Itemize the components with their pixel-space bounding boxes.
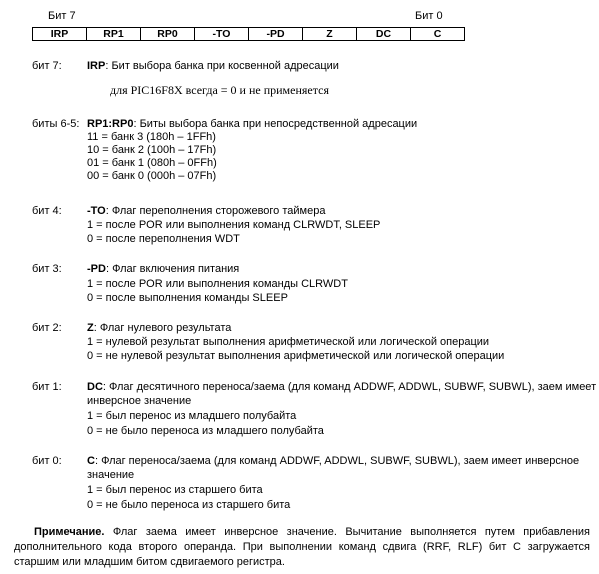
note-title: Примечание. <box>34 526 105 538</box>
bit7-header-label: Бит 7 <box>48 10 76 22</box>
bits65-label: биты 6-5: <box>32 118 80 130</box>
bits65-line: 10 = банк 2 (100h – 17Fh) <box>87 144 217 156</box>
status-register-table <box>32 27 465 41</box>
register-row <box>33 28 465 41</box>
bit0-header-label: Бит 0 <box>415 10 443 22</box>
bit1-name: DC <box>87 381 103 393</box>
bit3-line: 0 = после выполнения команды SLEEP <box>87 292 288 304</box>
register-cell-irp: IRP <box>33 28 87 41</box>
bit4-line: 0 = после переполнения WDT <box>87 233 240 245</box>
bit4-desc: : Флаг переполнения сторожевого таймера <box>105 205 326 217</box>
bit0-line: 0 = не было переноса из старшего бита <box>87 499 291 511</box>
register-cell-c: C <box>411 28 465 41</box>
bit7-label: бит 7: <box>32 60 62 72</box>
bit2-desc: : Флаг нулевого результата <box>93 322 232 334</box>
bit0-description <box>87 455 579 468</box>
bits65-line: 01 = банк 1 (080h – 0FFh) <box>87 157 217 169</box>
note-paragraph <box>14 525 590 570</box>
bit3-description <box>87 263 239 276</box>
bits65-line: 00 = банк 0 (000h – 07Fh) <box>87 170 217 182</box>
register-cell-to: -TO <box>195 28 249 41</box>
bits65-description <box>87 118 417 131</box>
bit4-name: -TO <box>87 205 106 217</box>
bit4-label: бит 4: <box>32 205 62 217</box>
register-cell-rp0: RP0 <box>141 28 195 41</box>
bit7-name: IRP <box>87 60 106 72</box>
bit3-name: -PD <box>87 263 106 275</box>
bit4-line: 1 = после POR или выполнения команд CLRWDT, SLEEP <box>87 219 381 231</box>
register-cell-pd: -PD <box>249 28 303 41</box>
bit1-label: бит 1: <box>32 381 62 393</box>
bit1-line: 1 = был перенос из младшего полубайта <box>87 410 297 422</box>
bit0-line: 1 = был перенос из старшего бита <box>87 484 263 496</box>
register-cell-z: Z <box>303 28 357 41</box>
bits65-name: RP1:RP0 <box>87 118 134 130</box>
bit1-description <box>87 381 596 394</box>
bit2-label: бит 2: <box>32 322 62 334</box>
register-cell-dc: DC <box>357 28 411 41</box>
bit1-line: 0 = не было переноса из младшего полубайта <box>87 425 324 437</box>
bit7-desc: : Бит выбора банка при косвенной адресации <box>105 60 339 72</box>
bit1-desc: : Флаг десятичного переноса/заема (для команд ADDWF, ADDWL, SUBWF, SUBWL), заем имеет <box>102 381 597 393</box>
bit0-name: C <box>87 455 95 467</box>
bit3-label: бит 3: <box>32 263 62 275</box>
bit1-line: инверсное значение <box>87 395 192 407</box>
bits65-desc: : Биты выбора банка при непосредственной адресации <box>133 118 418 130</box>
bit2-description <box>87 322 231 335</box>
bit0-line: значение <box>87 469 135 481</box>
bit2-line: 1 = нулевой результат выполнения арифметической или логической операции <box>87 336 490 348</box>
register-cell-rp1: RP1 <box>87 28 141 41</box>
bit2-name: Z <box>87 322 94 334</box>
bit7-note: для PIC16F8X всегда = 0 и не применяется <box>110 83 329 97</box>
bit4-description <box>87 205 325 218</box>
note-text: Флаг заема имеет инверсное значение. Вычитание выполняется путем прибавления дополнительного кода второго операнда. При выполнении команд сдвига (RRF, RLF) бит C загружается старшим или младшим битом сдвигаемого регистра. <box>14 526 590 568</box>
bit0-label: бит 0: <box>32 455 62 467</box>
bit7-description <box>87 60 339 73</box>
bit3-desc: : Флаг включения питания <box>105 263 240 275</box>
bit2-line: 0 = не нулевой результат выполнения арифметической или логической операции <box>87 350 505 362</box>
bit3-line: 1 = после POR или выполнения команды CLRWDT <box>87 278 348 290</box>
bit0-desc: : Флаг переноса/заема (для команд ADDWF, ADDWL, SUBWF, SUBWL), заем имеет инверсное <box>94 455 580 467</box>
bits65-line: 11 = банк 3 (180h – 1FFh) <box>87 131 216 143</box>
